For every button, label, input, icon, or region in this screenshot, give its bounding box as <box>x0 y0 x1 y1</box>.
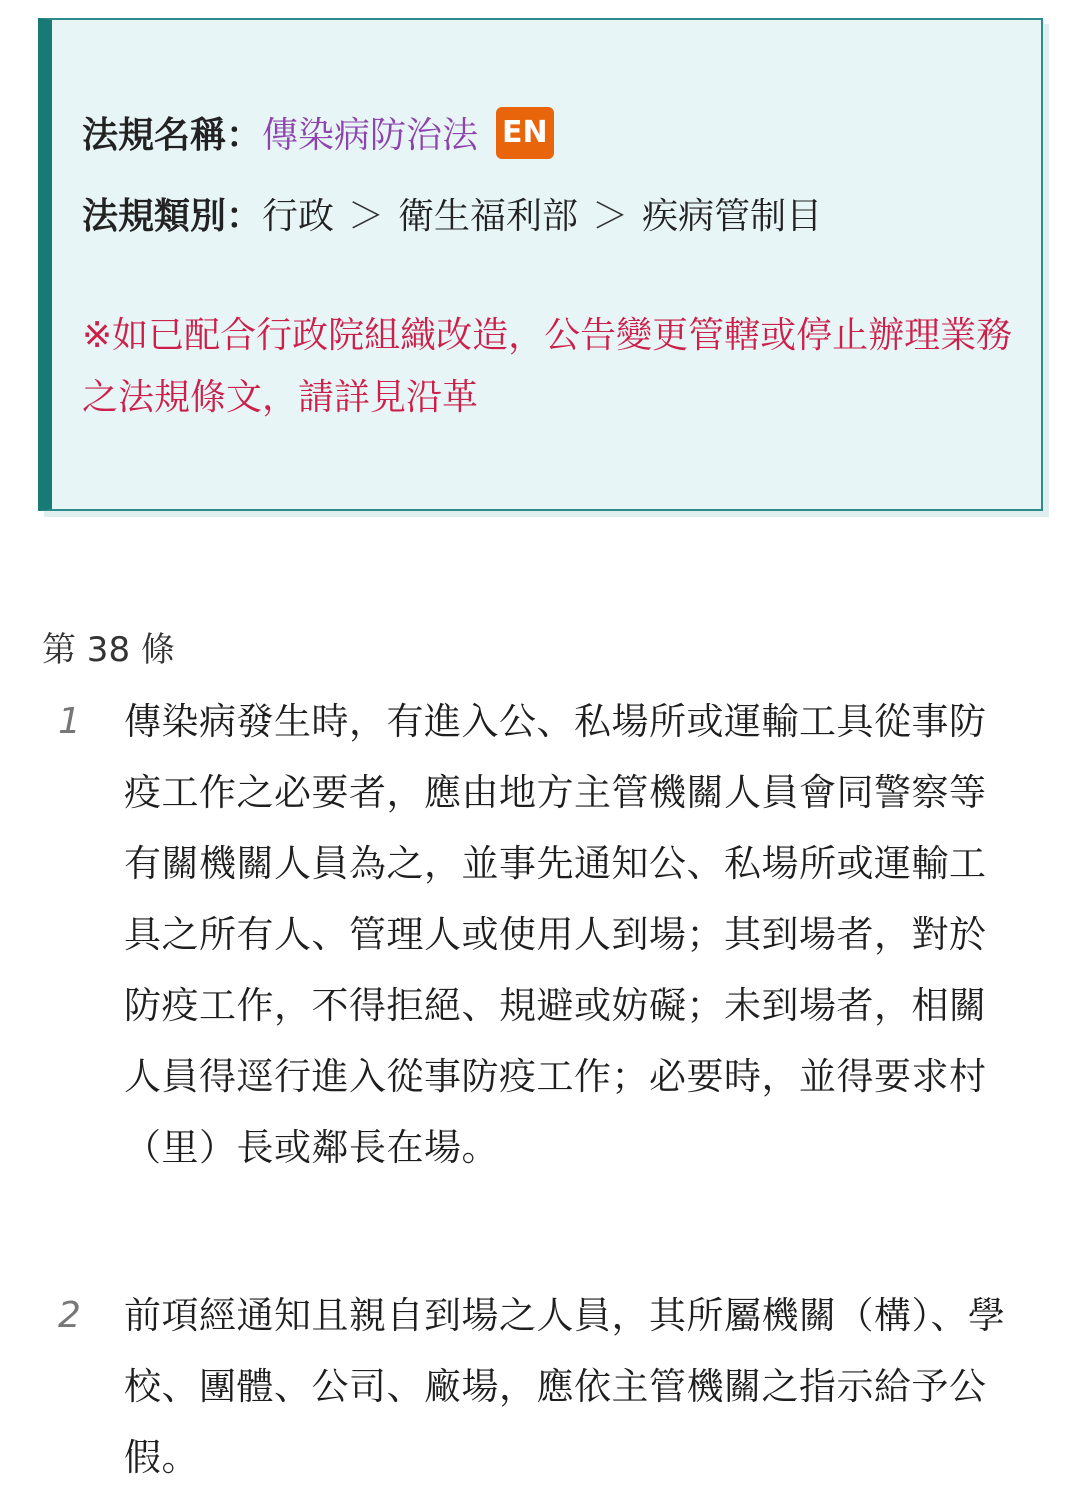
article-number: 第 38 條 <box>42 630 175 670</box>
english-version-button[interactable]: EN <box>496 107 554 159</box>
law-name-row <box>82 111 554 163</box>
category-level-3: 疾病管制目 <box>642 196 823 237</box>
reorganization-notice: ※如已配合行政院組織改造，公告變更管轄或停止辦理業務之法規條文，請詳見沿革 <box>82 315 1013 418</box>
law-info-box <box>38 18 1043 511</box>
law-category-label: 法規類別： <box>82 196 263 237</box>
paragraph-number: 1 <box>58 701 81 742</box>
law-name-label: 法規名稱： <box>82 115 263 156</box>
category-level-2: 衛生福利部 <box>398 196 579 237</box>
category-level-1: 行政 <box>262 196 335 237</box>
category-separator: ＞ <box>592 196 629 237</box>
law-name-link[interactable]: 傳染病防治法 <box>262 115 479 156</box>
category-separator: ＞ <box>348 196 385 237</box>
paragraph-text: 前項經通知且親自到場之人員，其所屬機關（構）、學校、團體、公司、廠場，應依主管機關之指示給予公假。 <box>124 1294 1006 1479</box>
law-category-row <box>82 195 822 239</box>
paragraph-text: 傳染病發生時，有進入公、私場所或運輸工具從事防疫工作之必要者，應由地方主管機關人員會同警察等有關機關人員為之，並事先通知公、私場所或運輸工具之所有人、管理人或使用人到場；其到場者，對於防疫工作，不得拒絕、規避或妨礙；未到場者，相關人員得逕行進入從事防疫工作；必要時，並得要求村（里）長或鄰長在場。 <box>124 700 987 1169</box>
paragraph-number: 2 <box>58 1295 81 1336</box>
